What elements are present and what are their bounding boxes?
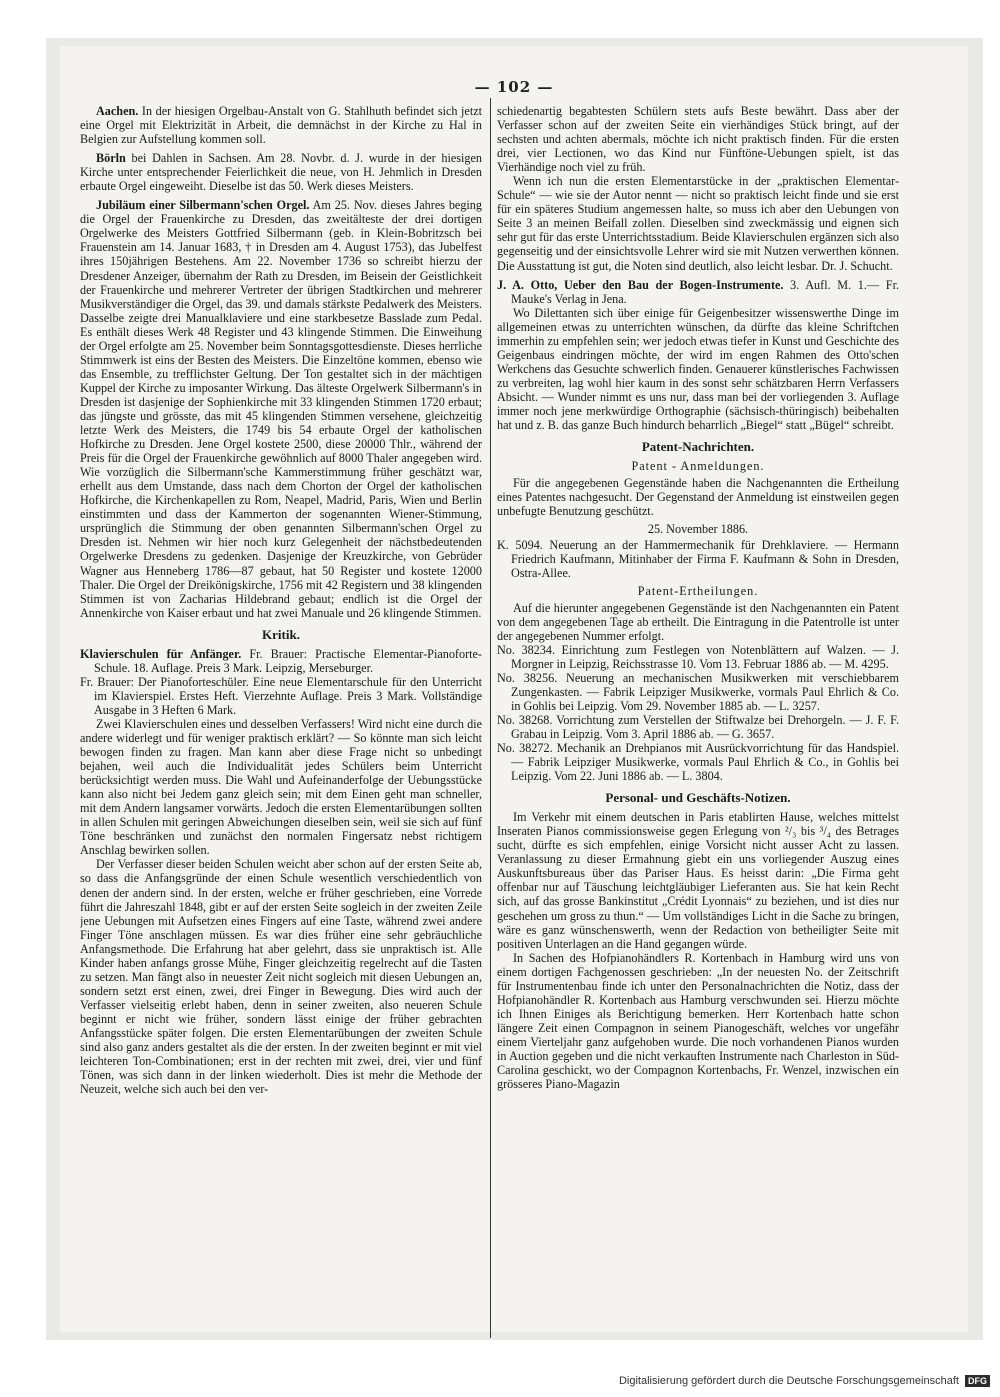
anmeldungen-intro: Für die angegebenen Gegenstände haben die Nachgenannten die Ertheilung eines Patentes nachgesucht. Der Gegenstand der Anmeldung ist einstweilen gegen unbefugte Benutzung geschützt. (497, 476, 899, 519)
kritik-paragraph-2: Der Verfasser dieser beiden Schulen weicht aber schon auf der ersten Seite ab, so dass die Anfangsgründe der einen Schule wesentlich verschiedentlich von denen der andern sind. In der ersten, welche er früher geschrieben, eine Vorrede führt die Jahreszahl 1848, gibt er auf der ersten Seite sogleich in der zweiten Zeile jene Uebungen mit Aufsetzen eines Fingers auf eine Taste, während zwei andere Finger Töne anschlagen müssen. Es war dies früher eine sehr gebräuchliche Anfangsmethode. Die Erfahrung hat aber gelehrt, dass sie unpraktisch ist. Alle Kinder haben anfangs grosse Mühe, Finger gleichzeitig regelrecht auf die Tasten zu setzen. Man fängt also in neuester Zeit nicht sogleich mit diesen Uebungen an, sondern setzt erst einen, zwei, drei Finger in Bewegung. Dies wird auch der Verfasser vielseitig erlebt haben, denn in seiner zweiten, also neueren Schule beginnt er nicht wie früher, sondern lässt einige der früher gebrachten Anfangsstücke später folgen. Die ersten Elementarübungen der zweiten Schule sind also ganz anders gestaltet als die der ersten. In der zweiten beginnt er mit viel leichteren Ton-Combinationen; erst in der rechten mit zwei, drei, vier und fünf Tönen, was sich dann in der linken wiederholt. Dies ist mehr die Methode der Neuzeit, welche sich auch bei den ver- (80, 857, 482, 1097)
patent-entry: No. 38272. Mechanik an Drehpianos mit Ausrückvorrichtung für das Handspiel. — Fabrik Leipziger Musikwerke, vormals Paul Ehrlich & Co., in Gohlis bei Leipzig. Vom 22. Juni 1886 ab. — L. 3804. (497, 741, 899, 784)
digitization-footer (590, 1375, 990, 1387)
page-sheet (60, 46, 968, 1332)
column-divider (490, 98, 491, 1338)
ertheilungen-heading: Patent-Ertheilungen. (637, 583, 759, 598)
kritik-continuation: schiedenartig begabtesten Schülern stets aufs Beste bewährt. Dass aber der Verfasser schon auf der zweiten Seite ein vierhändiges Stück bringt, auf der sechsten und achten abermals, möchte ich nicht praktisch finden. Für die ersten drei, vier Lectionen, wo das Kind nur Fünftöne-Uebungen spielt, ist das Vierhändige noch viel zu früh. (497, 104, 899, 175)
kritik-heading: Kritik. (262, 626, 300, 642)
ertheilungen-intro: Auf die hierunter angegebenen Gegenstände ist den Nachgenannten ein Patent von dem angegebenen Tage ab ertheilt. Die Eintragung in die Patentrolle ist unter der angegebenen Nummer erfolgt. (497, 600, 899, 643)
page-number: — 102 — (474, 78, 554, 96)
news-boerln: Börln bei Dahlen in Sachsen. Am 28. Novbr. d. J. wurde in der hiesigen Kirche unter entsprechender Feierlichkeit die neue, von H. Jehmlich in Dresden erbaute Orgel eingeweiht. Dieselbe ist das 50. Werk dieses Meisters. (80, 151, 482, 194)
patent-entry: No. 38268. Vorrichtung zum Verstellen der Stiftwalze bei Drehorgeln. — J. F. F. Grabau in Leipzig. Vom 3. April 1886 ab. — G. 3657. (497, 712, 899, 741)
patent-entry: No. 38256. Neuerung an mechanischen Musikwerken mit verschiebbarem Zungenkasten. — Fabrik Leipziger Musikwerke, vormals Paul Ehrlich & Co. in Gohlis bei Leipzig. Vom 29. November 1885 ab. — L. 3257. (497, 670, 899, 713)
kritik-paragraph-1: Zwei Klavierschulen eines und desselben Verfassers! Wird nicht eine durch die andere widerlegt und für weniger praktisch erklärt? — So könnte man sich leicht bewogen finden zu fragen. Man kann aber diese Frage nicht so unbedingt bejahen, weil auch die Individualität jedes Schülers beim Unterricht berücksichtigt werden muss. Die Wahl und Aufeinanderfolge der Uebungsstücke kann also nicht bei Jedem ganz gleich sein; mit dem Einen geht man schneller, mit dem Andern langsamer vorwärts. Jedoch die ersten Elementarübungen sollten in allen Schulen mit geringen Abweichungen dieselben sein, weil sie sich auf fünf Töne beschränken und zunächst den normalen Fingersatz nebst richtigem Anschlag bewirken sollen. (80, 716, 482, 858)
review-entry-1: Klavierschulen für Anfänger. Fr. Brauer: Practische Elementar-Pianoforte-Schule. 18. Auflage. Preis 3 Mark. Leipzig, Merseburger. (80, 646, 482, 675)
review-signature: Dr. J. Schucht. (821, 258, 893, 273)
footer-text: Digitalisierung gefördert durch die Deutsche Forschungsgemeinschaft (618, 1375, 959, 1387)
anmeldung-entry: K. 5094. Neuerung an der Hammermechanik für Drehklaviere. — Hermann Friedrich Kaufmann, Mitinhaber der Firma F. Kaufmann & Sohn in Dresden, Ostra-Allee. (497, 538, 899, 581)
dfg-logo: DFG (965, 1375, 990, 1387)
personal-paragraph-1: Im Verkehr mit einem deutschen in Paris etablirten Hause, welches mittelst Inseraten Pianos commissionsweise gegen Erlegung von ²/₃ bis ³/₄ des Betrages sucht, dürfte es sich empfehlen, einige Vorsicht nicht ausser Acht zu lassen. Veranlassung zu dieser Ermahnung giebt ein uns vorliegender Auszug eines Auskunftsbureaus über das Pariser Haus. Es heisst darin: „Die Firma geht offenbar nur auf Täuschung leichtgläubiger Lieferanten aus. Sie hat kein Recht sich, auf das grosse Bankinstitut „Crédit Lyonnais“ zu beziehen, und ist dies nur geschehen um gross zu thun.“ — Um vollständiges Licht in die Sache zu bringen, wäre es ganz wünschenswerth, wenn der Redaction von betheiligter Seite mit positiven Unterlagen an die Hand gegangen würde. (497, 810, 899, 951)
review-otto-text: Wo Dilettanten sich über einige für Geigenbesitzer wissenswerthe Dinge im allgemeinen etwas zu unterrichten wünschen, da dürfte das kleine Schriftchen immerhin zu empfehlen sein; wer jedoch etwas tiefer in Kunst und Geschichte des Geigenbaus eindringen möchte, der wird im engen Rahmen des Otto'schen Werkchens das Gesuchte schwerlich finden. Genauerer künstlerisches Fachwissen zu verbreiten, lag wohl hier kaum in des sonst sehr schätzbaren Herrn Verfassers Absicht. — Wunder nimmt es uns nur, dass man bei der vorliegenden 3. Auflage immer noch jene merkwürdige Orthographie (sächsisch-thüringisch) beibehalten hat und z. B. das ganze Buch hindurch beharrlich „Biegel“ statt „Bügel“ schreibt. (497, 305, 899, 433)
anmeldungen-heading: Patent - Anmeldungen. (631, 459, 765, 474)
review-entry-2: Fr. Brauer: Der Pianoforteschüler. Eine neue Elementarschule für den Unterricht im Klavierspiel. Erstes Heft. Vierzehnte Auflage. Preis 3 Mark. Vollständige Ausgabe in 3 Heften 6 Mark. (80, 674, 482, 717)
review-otto: J. A. Otto, Ueber den Bau der Bogen-Instrumente. 3. Aufl. M. 1.— Fr. Mauke's Verlag in Jena. (497, 277, 899, 306)
left-column (80, 104, 482, 1334)
news-aachen: Aachen. In der hiesigen Orgelbau-Anstalt von G. Stahlhuth befindet sich jetzt eine Orgel mit Elektrizität in Arbeit, die demnächst in der Kirche zu Hal in Belgien zur Aufstellung kommen soll. (80, 104, 482, 147)
anmeldungen-date: 25. November 1886. (647, 522, 749, 537)
personal-paragraph-2: In Sachen des Hofpianohändlers R. Kortenbach in Hamburg wird uns von einem dortigen Fachgenossen geschrieben: „In der neuesten No. der Zeitschrift für Instrumentenbau finde ich unter den Personalnachrichten die Notiz, dass der Hofpianohändler R. Kortenbach aus Hamburg verschwunden sei. Hierzu möchte ich Ihnen Einiges als Berichtigung bemerken. Herr Kortenbach hatte schon längere Zeit einen Compagnon in seinem Pianogeschäft, welches vor ungefähr einem Vierteljahr ganz aufgehoben wurde. Die noch vorhandenen Pianos wurden in Auction gegeben und die nicht verkauften Instrumente nach Charleston in Süd-Carolina geschickt, wo der Compagnon Kortenbachs, Fr. Wenzel, inzwischen ein grösseres Piano-Magazin (497, 950, 899, 1092)
right-column (497, 104, 899, 1334)
kritik-paragraph-3: Wenn ich nun die ersten Elementarstücke in der „praktischen Elementar-Schule“ — wie sie der Autor nennt — nicht so praktisch leicht finde und sie erst für ein späteres Studium angemessen halte, so muss ich aber den Uebungen von Seite 3 an meinen Beifall zollen. Dieselben sind zweckmässig und eignen sich sehr gut für das erste Unterrichtsstadium. Beide Klavierschulen ergänzen sich also gegenseitig und der einsichtsvolle Lehrer wird sie mit Nutzen verwerthen können. Die Ausstattung ist gut, die Noten sind deutlich, also leicht lesbar. Dr. J. Schucht. (497, 174, 899, 273)
patent-heading: Patent-Nachrichten. (641, 439, 755, 455)
news-jubilaeum: Jubiläum einer Silbermann'schen Orgel. Am 25. Nov. dieses Jahres beging die Orgel der Frauenkirche zu Dresden, das zweitälteste der drei dortigen Orgelwerke des Meisters Gottfried Silbermann (geb. in Klein-Bobritzsch bei Frauenstein am 14. Januar 1683, † in Dresden am 4. August 1753), das Jubelfest ihres 150jährigen Bestehens. Am 22. November 1736 so schreibt hierzu der Dresdener Anzeiger, übernahm der Rath zu Dresden, im Beisein der Geistlichkeit der Frauenkirche und mehrerer Vertreter der übrigen Stadtkirchen und mehrerer Musikverständiger die Orgel, das 39. und damals stärkste Pedalwerk des Meisters. Dasselbe zeigte drei Manualklaviere und eine starkbesetze Basslade zum Pedal. Es enthält dieses Werk 48 Register und 43 klingende Stimmen. Die Einweihung der Orgel erfolgte am 25. November beim Sonntagsgottesdienste. Dieses herrliche Stimmwerk ist eins der Besten des Meisters. Die Einzeltöne kommen, ebenso wie das Ensemble, zu trefflichster Geltung. Der Ton gestaltet sich in der mächtigen Kuppel der Kirche zu imposanter Wirkung. Das älteste Orgelwerk Silbermann's in Dresden ist dasjenige der Sophienkirche mit 33 klingenden Stimmen 1720 erbaut; das jüngste und grösste, das mit 45 klingenden Stimmen versehene, gleichzeitig letzte Werk des Meisters, die 1749 bis 54 erbaute Orgel der katholischen Hofkirche zu Dresden. Jene Orgel kostete 2500, diese 20000 Thlr., während der Preis für die Orgel der Frauenkirche gewöhnlich auf 8000 Thaler angegeben wird. Wie vorzüglich die Silbermann'sche Kammerstimmung früher geschätzt war, erhellt aus dem Umstande, dass nach dem Chorton der Orgel der katholischen Hofkirche, die Kirchenkapellen zu Rom, Neapel, Madrid, Paris, Wien und Berlin einstimmten und dass der Kammerton der sogenannten Wiener-Stimmung, ursprünglich die Stimmung der oben genannten Silbermann'schen Orgel zu Dresden ist. Nehmen wir hier noch kurz Gelegenheit der nächstbedeutenden Orgelwerke Dresdens zu gedenken. Dasjenige der Kreuzkirche, von Gebrüder Wagner aus Henneberg 1786—87 gebaut, hat 50 Register und kostete 12000 Thaler. Die Orgel der Dreikönigskirche, 1756 mit 42 Registern und 38 klingenden Stimmen ist von Zacharias Hildebrand gebaut; endlich ist die Orgel der Annenkirche von Kaiser erbaut und hat zwei Manuale und 26 klingende Stimmen. (80, 198, 482, 620)
personal-heading: Personal- und Geschäfts-Notizen. (605, 790, 791, 806)
patent-entry: No. 38234. Einrichtung zum Festlegen von Notenblättern auf Walzen. — J. Morgner in Leipzig, Reichsstrasse 10. Vom 13. Februar 1886 ab. — M. 4295. (497, 642, 899, 671)
